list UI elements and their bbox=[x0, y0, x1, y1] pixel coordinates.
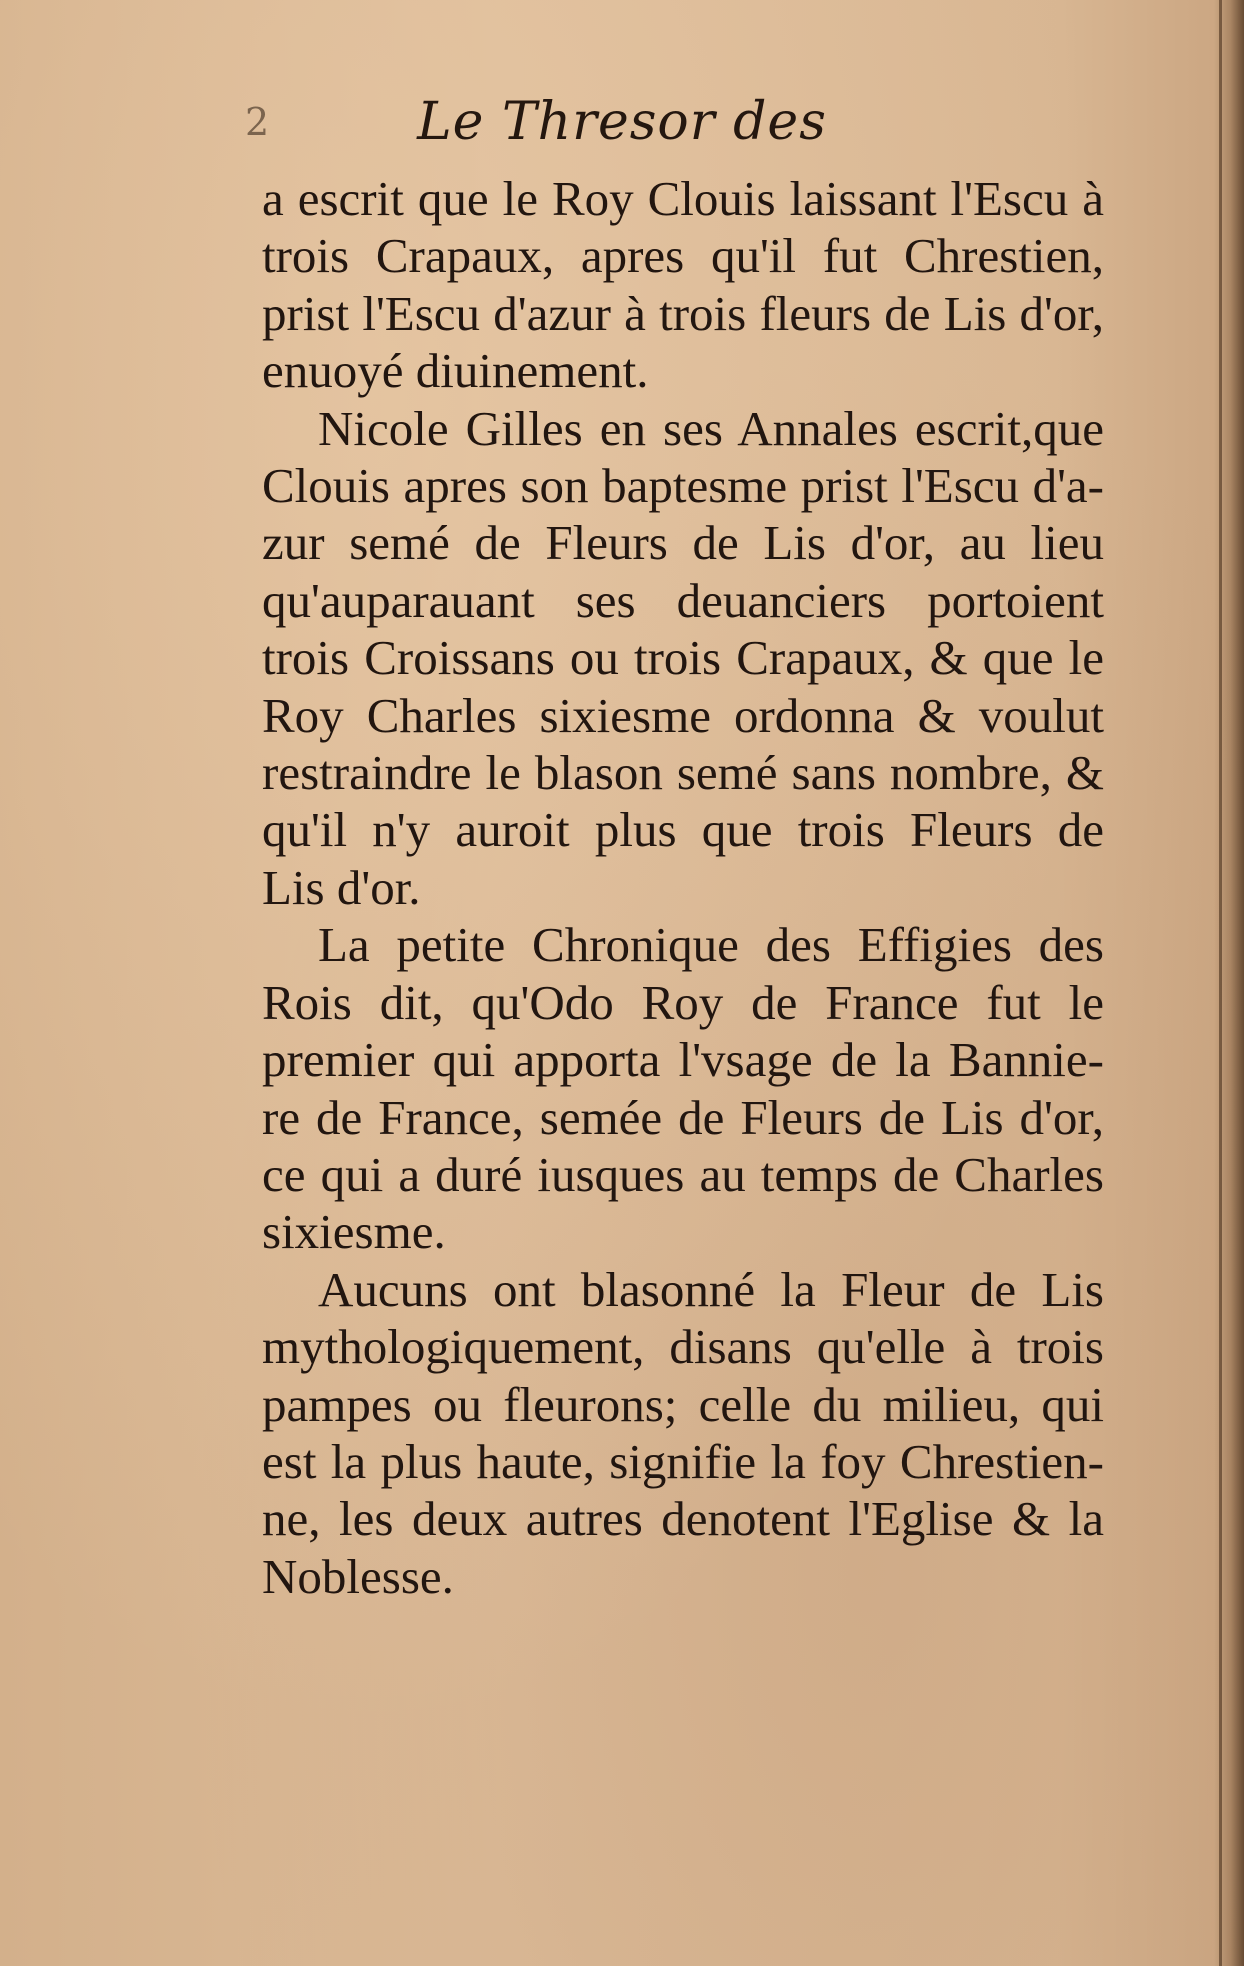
page-number: 2 bbox=[245, 100, 270, 144]
page-gutter-line bbox=[1219, 0, 1222, 1966]
text-line: re de France, semée de Fleurs de Lis d'or, bbox=[262, 1089, 1104, 1145]
text-line: Noblesse. bbox=[262, 1548, 454, 1604]
text-line: sixiesme. bbox=[262, 1204, 446, 1260]
page-header bbox=[0, 92, 1244, 162]
text-line: prist l'Escu d'azur à trois fleurs de Lis d'or, bbox=[262, 285, 1104, 341]
text-line: La petite Chronique des Effigies des bbox=[318, 917, 1104, 973]
text-line: trois Crapaux, apres qu'il fut Chrestien, bbox=[262, 228, 1104, 284]
body-text bbox=[262, 170, 1104, 1605]
running-title: Le Thresor des bbox=[417, 92, 827, 152]
text-line: pampes ou fleurons; celle du milieu, qui bbox=[262, 1376, 1104, 1432]
paragraph bbox=[262, 170, 1104, 400]
text-line: ne, les deux autres denotent l'Eglise & la bbox=[262, 1491, 1104, 1547]
text-line: enuoyé diuinement. bbox=[262, 343, 649, 399]
text-line: qu'auparauant ses deuanciers portoient bbox=[262, 572, 1104, 628]
text-line: a escrit que le Roy Clouis laissant l'Escu à bbox=[262, 171, 1104, 226]
text-line: trois Croissans ou trois Crapaux, & que le bbox=[262, 630, 1104, 686]
paragraph bbox=[262, 916, 1104, 1260]
text-line: ce qui a duré iusques au temps de Charles bbox=[262, 1146, 1104, 1202]
text-line: Lis d'or. bbox=[262, 859, 421, 915]
text-line: mythologiquement, disans qu'elle à trois bbox=[262, 1319, 1104, 1375]
text-line: Rois dit, qu'Odo Roy de France fut le bbox=[262, 974, 1104, 1030]
paragraph bbox=[262, 1261, 1104, 1605]
text-line: Clouis apres son baptesme prist l'Escu d'a- bbox=[262, 458, 1104, 514]
text-line: zur semé de Fleurs de Lis d'or, au lieu bbox=[262, 515, 1104, 571]
text-line: qu'il n'y auroit plus que trois Fleurs de bbox=[262, 802, 1104, 858]
text-line: Nicole Gilles en ses Annales escrit,que bbox=[318, 400, 1104, 456]
text-line: premier qui apporta l'vsage de la Bannie- bbox=[262, 1032, 1104, 1088]
text-line: Roy Charles sixiesme ordonna & voulut bbox=[262, 687, 1104, 743]
paragraph bbox=[262, 400, 1104, 917]
text-line: Aucuns ont blasonné la Fleur de Lis bbox=[318, 1261, 1104, 1317]
text-line: est la plus haute, signifie la foy Chrestien- bbox=[262, 1433, 1104, 1489]
text-line: restraindre le blason semé sans nombre, & bbox=[262, 745, 1104, 801]
